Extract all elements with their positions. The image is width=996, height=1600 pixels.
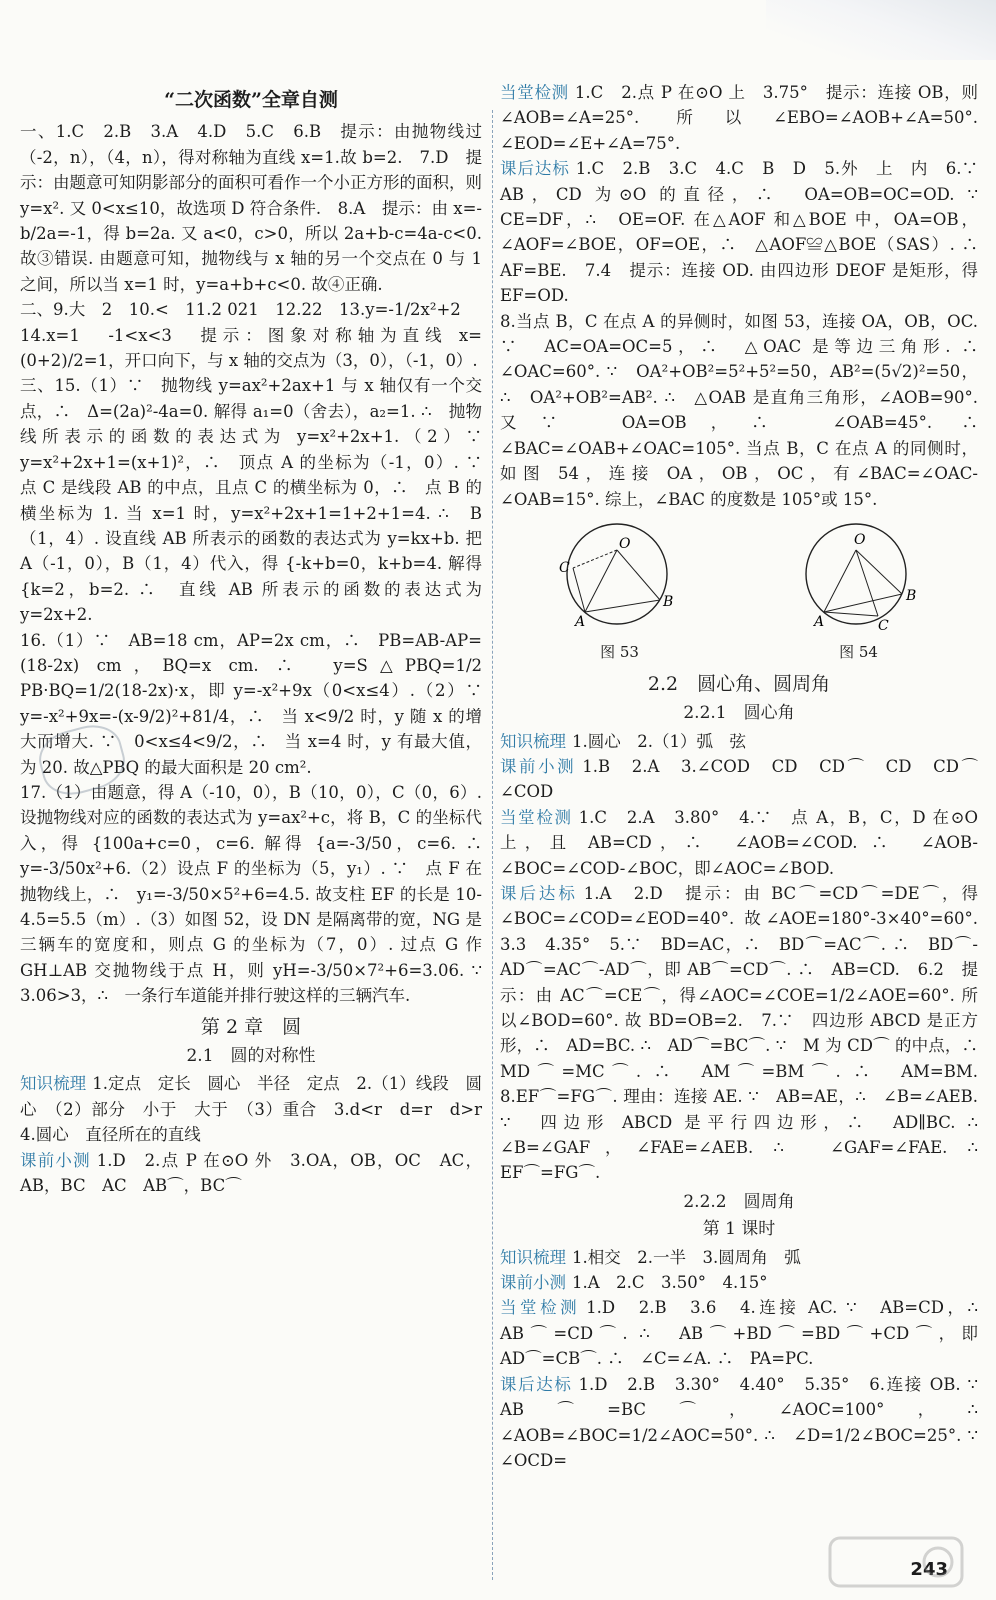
answer-para-5: 16.（1）∵ AB=18 cm，AP=2x cm，∴ PB=AB-AP=(18-2x) cm，BQ=x cm. ∴ y=S△PBQ=1/2 PB·BQ=1/2(18-2x)·x，即 y=-x²+9x（0<x≤4）.（2）∵ y=-x²+9x=-(x-9/2)²+81/4，∴ 当 x<9/2 时，y 随 x 的增大而增大. ∵ 0<x≤4<9/2，∴ 当 x=4 时，y 有最大值，为 20. 故△PBQ 的最大面积是 20 cm².	[20, 630, 499, 777]
page-number: 243	[910, 1559, 948, 1580]
figure-53-caption: 图 53	[600, 643, 639, 662]
section-heading: 2.1 圆的对称性	[186, 1046, 316, 1067]
figure-54-caption: 图 54	[839, 643, 878, 662]
section-heading: 2.2 圆心角、圆周角	[647, 672, 831, 695]
item-tag: 知识梳理	[20, 1074, 87, 1094]
item-text: 1.定点 定长 圆心 半径 定点 2.（1）线段 圆心 （2）部分 小于 大于 （3）重合 3.d<r d=r d>r 4.圆心 直径所在的直线	[20, 1074, 499, 1145]
item-text: 1.圆心 2.（1）弧 弦	[572, 731, 746, 751]
item-text: 1.A 2.D 提示：由 BC⌒=CD⌒=DE⌒，得∠BOC=∠COD=∠EOD=40°. 故∠AOE=180°-3×40°=60°. 3.3 4.35° 5.∵ BD=AC，∴ BD⌒=AC⌒. ∴ BD⌒-AD⌒=AC⌒-AD⌒，即 AB⌒=CD⌒. ∴ AB=CD. 6.2 提示：由 AC⌒=CE⌒，得∠AOC=∠COE=1/2∠AOE=60°. 所以∠BOD=60°. 故 BD=OB=2. 7.∵ 四边形 ABCD 是正方形，∴ AD=BC. ∴ AD⌒=BC⌒. ∵ M 为 CD⌒ 的中点，∴ MD⌒=MC⌒. ∴ AM⌒=BM⌒. ∴ AM=BM. 8.EF⌒=FG⌒. 理由：连接 AE. ∵ AB=AE，∴ ∠B=∠AEB. ∵ 四边形 ABCD 是平行四边形，∴ AD∥BC. ∴ ∠B=∠GAF，∠FAE=∠AEB. ∴ ∠GAF=∠FAE. ∴ EF⌒=FG⌒.	[500, 883, 995, 1183]
item-row	[500, 805, 978, 881]
item-row	[500, 1270, 978, 1295]
svg-text:C: C	[558, 559, 570, 576]
watermark-logo	[826, 1532, 966, 1592]
item-tag: 课后达标	[500, 159, 570, 179]
item-row	[500, 1372, 995, 1474]
item-text: 1.D 2.点 P 在⊙O 外 3.OA，OB，OC AC，AB，BC AC AB⌒，BC⌒	[20, 1150, 483, 1196]
figure-54	[784, 522, 934, 666]
svg-text:A: A	[813, 613, 824, 630]
item-text: 1.C 2.点 P 在⊙O 上 3.75° 提示：连接 OB，则∠AOB=∠A=25°. 所以∠EBO=∠AOB+∠A=50°. ∠EOD=∠E+∠A=75°.	[500, 83, 979, 153]
item-row	[500, 754, 995, 805]
item-row	[500, 309, 995, 512]
item-tag: 知识梳理	[500, 1247, 566, 1267]
item-tag: 课前小测	[500, 756, 577, 776]
svg-text:O: O	[853, 531, 865, 548]
chapter-heading: 第 2 章 圆	[200, 1015, 302, 1038]
item-tag: 课后达标	[500, 883, 578, 903]
chapter-test-title: “二次函数”全章自测	[164, 89, 338, 111]
answer-para-2: 二、9.大 2 10.< 11.2 021 12.22 13.y=-1/2x²+2	[20, 300, 461, 320]
item-text: 1.C 2.A 3.80° 4.∵ 点 A，B，C，D 在⊙O 上，且 AB=CD，∴ ∠AOB=∠COD. ∴ ∠AOB-∠BOC=∠COD-∠BOC，即∠AOC=∠BOD.	[500, 807, 978, 878]
figure-54-diagram	[784, 522, 934, 632]
figure-53-diagram	[545, 522, 695, 632]
item-row	[500, 881, 995, 1186]
item-row	[20, 1071, 499, 1147]
item-tag: 课前小测	[20, 1150, 91, 1170]
subsection-heading: 2.2.1 圆心角	[683, 703, 795, 724]
item-text: 1.B 2.A 3.∠COD CD CD⌒ CD CD⌒ ∠COD	[500, 756, 995, 802]
item-tag: 课前小测	[500, 1273, 566, 1293]
item-tag: 知识梳理	[500, 731, 566, 751]
item-row	[20, 1148, 482, 1199]
svg-text:A: A	[574, 613, 585, 630]
item-tag: 当堂检测	[500, 807, 573, 827]
item-row	[500, 729, 978, 754]
item-row	[500, 80, 978, 156]
corner-decoration	[766, 0, 996, 60]
item-text: 1.D 2.B 3.30° 4.40° 5.35° 6.连接 OB. ∵ AB⌒=BC⌒，∠AOC=100°，∴ ∠AOB=∠BOC=1/2∠AOC=50°. ∴ ∠D=1/2∠BOC=25°. ∵ ∠OCD=	[500, 1374, 995, 1470]
answer-para-4: 三、15.（1）∵ 抛物线 y=ax²+2ax+1 与 x 轴仅有一个交点，∴ Δ=(2a)²-4a=0. 解得 a₁=0（舍去），a₂=1. ∴ 抛物线所表示的函数的表达式为 y=x²+2x+1.（2）∵ y=x²+2x+1=(x+1)²，∴ 顶点 A 的坐标为（-1，0）. ∵ 点 C 是线段 AB 的中点，且点 C 的横坐标为 0，∴ 点 B 的横坐标为 1. 当 x=1 时，y=x²+2x+1=1+2+1=4. ∴ B（1，4）. 设直线 AB 所表示的函数的表达式为 y=kx+b. 把 A（-1，0），B（1，4）代入，得 {-k+b=0，k+b=4. 解得 {k=2，b=2. ∴ 直线 AB 所表示的函数的表达式为 y=2x+2.	[20, 376, 499, 625]
left-column	[20, 80, 499, 1198]
item-tag: 当堂检测	[500, 1298, 581, 1318]
svg-text:B: B	[662, 593, 673, 610]
item-text: 1.C 2.B 3.C 4.C B D 5.外 上 内 6.∵ AB，CD 为⊙O 的直径，∴ OA=OB=OC=OD. ∵ CE=DF，∴ OE=OF. 在△AOF 和△BOE 中，OA=OB，∠AOF=∠BOE，OF=OE，∴ △AOF≌△BOE（SAS）. ∴ AF=BE. 7.4 提示：连接 OD. 由四边形 DEOF 是矩形，得 EF=OD.	[500, 159, 995, 306]
svg-text:B: B	[905, 587, 916, 604]
subsection-heading: 2.2.2 圆周角	[683, 1191, 795, 1212]
item-tag: 课后达标	[500, 1374, 573, 1394]
item-text: 8.当点 B，C 在点 A 的异侧时，如图 53，连接 OA，OB，OC. ∵ AC=OA=OC=5，∴ △OAC 是等边三角形. ∴ ∠OAC=60°. ∵ OA²+OB²=5²+5²=50，AB²=(5√2)²=50，∴ OA²+OB²=AB². ∴ △OAB 是直角三角形，∠AOB=90°. 又∵ OA=OB，∴ ∠OAB=45°. ∴ ∠BAC=∠OAB+∠OAC=105°. 当点 B，C 在点 A 的同侧时，如图 54，连接 OA，OB，OC，有∠BAC=∠OAC-∠OAB=15°. 综上，∠BAC 的度数是 105°或 15°.	[500, 311, 995, 509]
figure-53	[545, 522, 695, 666]
item-row	[500, 1245, 978, 1270]
svg-text:O: O	[618, 535, 630, 552]
lesson-heading: 第 1 课时	[702, 1219, 776, 1240]
item-row	[500, 1295, 995, 1371]
item-text: 1.D 2.B 3.6 4.连接 AC. ∵ AB=CD，∴ AB⌒=CD⌒. ∴ AB⌒+BD⌒=BD⌒+CD⌒，即 AD⌒=CB⌒. ∴ ∠C=∠A. ∴ PA=PC.	[500, 1298, 995, 1369]
answer-para-1: 一、1.C 2.B 3.A 4.D 5.C 6.B 提示：由抛物线过（-2，n），（4，n），得对称轴为直线 x=1.故 b=2. 7.D 提示：由题意可知阴影部分的面积可看作一个小正方形的面积，则 y=x². 又 0<x≤10，故选项 D 符合条件. 8.A 提示：由 x=-b/2a=-1，得 b=2a. 又 a<0，c>0，所以 2a+b-c=4a-c<0. 故③错误. 由题意可知，抛物线与 x 轴的另一个交点在 0 与 1 之间，所以当 x=1 时，y=a+b+c<0. 故④正确.	[20, 122, 482, 294]
right-column	[500, 80, 995, 1473]
item-text: 1.A 2.C 3.50° 4.15°	[572, 1273, 768, 1293]
item-tag: 当堂检测	[500, 83, 569, 102]
figures-53-54	[500, 522, 978, 666]
svg-text:C: C	[877, 617, 889, 632]
answer-para-6: 17.（1）由题意，得 A（-10，0），B（10，0），C（0，6）. 设抛物线对应的函数的表达式为 y=ax²+c，将 B，C 的坐标代入，得 {100a+c=0，c=6. 解得 {a=-3/50，c=6. ∴ y=-3/50x²+6.（2）设点 F 的坐标为（5，y₁）. ∵ 点 F 在抛物线上，∴ y₁=-3/50×5²+6=4.5. 故支柱 EF 的长是 10-4.5=5.5（m）.（3）如图 52，设 DN 是隔离带的宽，NG 是三辆车的宽度和，则点 G 的坐标为（7，0）. 过点 G 作 GH⊥AB 交抛物线于点 H，则 yH=-3/50×7²+6=3.06. ∵ 3.06>3，∴ 一条行车道能并排行驶这样的三辆汽车.	[20, 782, 499, 1006]
item-text: 1.相交 2.一半 3.圆周角 弧	[572, 1247, 801, 1267]
item-row	[500, 156, 995, 308]
answer-para-3: 14.x=1 -1<x<3 提示：图象对称轴为直线 x=(0+2)/2=1，开口向下，与 x 轴的交点为（3，0），（-1，0）.	[20, 325, 482, 371]
